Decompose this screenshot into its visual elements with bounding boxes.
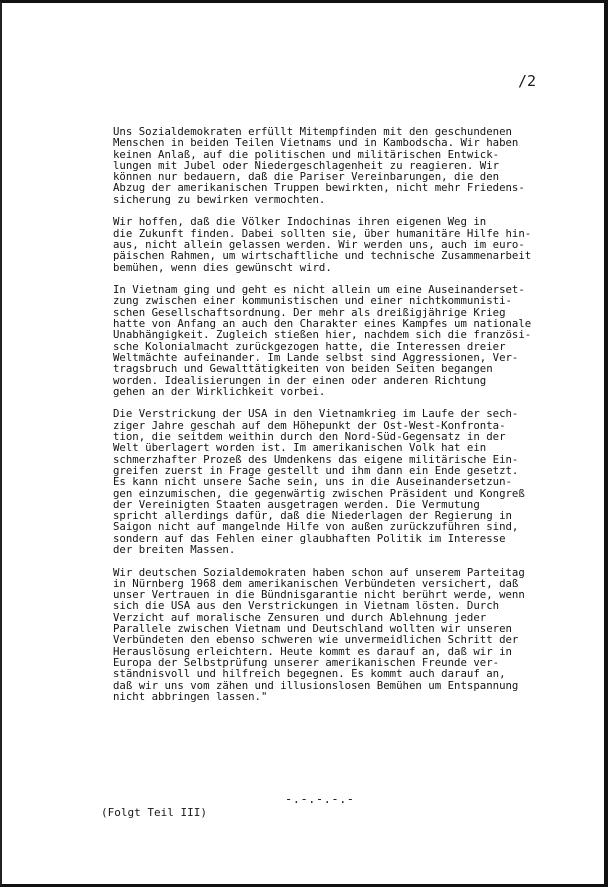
section-divider: -.-.-.-.- xyxy=(285,792,355,806)
document-body-text: Uns Sozialdemokraten erfüllt Mitempfinden mit den geschundenen Menschen in beiden Teilen Vietnams und in Kambodscha. Wir haben keinen Anlaß, auf die politischen und militärischen Entwick- lungen mit Jubel oder Niedergeschlagenheit zu reagieren. Wir können nur bedauern, daß die Pariser Vereinbarungen, die den Abzug der amerikanischen Truppen bewirkten, nicht mehr Friedens- sicherung zu bewirken vermochten. Wir hoffen, daß die Völker Indochinas ihren eigenen Weg in die Zukunft finden. Dabei sollten sie, über humanitäre Hilfe hin- aus, nicht allein gelassen werden. Wir werden uns, auch im euro- päischen Rahmen, um wirtschaftliche und technische Zusammenarbeit bemühen, wenn dies gewünscht wird. In Vietnam ging und geht es nicht allein um eine Auseinanderset- zung zwischen einer kommunistischen und einer nichtkommunisti- schen Gesellschaftsordnung. Der mehr als dreißigjährige Krieg hatte von Anfang an auch den Charakter eines Kampfes um nationale Unabhängigkeit. Zugleich stießen hier, nachdem sich die französi- sche Kolonialmacht zurückgezogen hatte, die Interessen dreier Weltmächte aufeinander. Im Lande selbst sind Aggressionen, Ver- tragsbruch und Gewalttätigkeiten von beiden Seiten begangen worden. Idealisierungen in der einen oder anderen Richtung gehen an der Wirklichkeit vorbei. Die Verstrickung der USA in den Vietnamkrieg im Laufe der sech- ziger Jahre geschah auf dem Höhepunkt der Ost-West-Konfronta- tion, die seitdem weithin durch den Nord-Süd-Gegensatz in der Welt überlagert worden ist. Im amerikanischen Volk hat ein schmerzhafter Prozeß des Umdenkens das eigene militärische Ein- greifen zuerst in Frage gestellt und ihm dann ein Ende gesetzt. Es kann nicht unsere Sache sein, uns in die Auseinandersetzun- gen einzumischen, die gegenwärtig zwischen Präsident und Kongreß der Vereinigten Staaten ausgetragen werden. Die Vermutung spricht allerdings dafür, daß die Niederlagen der Regierung in Saigon nicht auf mangelnde Hilfe von außen zurückzuführen sind, sondern auf das Fehlen einer glaubhaften Politik im Interesse der breiten Massen. Wir deutschen Sozialdemokraten haben schon auf unserem Parteitag in Nürnberg 1968 dem amerikanischen Verbündeten versichert, daß unser Vertrauen in die Bündnisgarantie nicht berührt werde, wenn sich die USA aus den Verstrickungen in Vietnam lösten. Durch Verzicht auf moralische Zensuren und durch Ablehnung jeder Parallele zwischen Vietnam und Deutschland wollten wir unseren Verbündeten den ebenso schweren wie unvermeidlichen Schritt der Herauslösung erleichtern. Heute kommt es darauf an, daß wir in Europa der Selbstprüfung unserer amerikanischen Freunde ver- ständnisvoll und hilfreich begegnen. Es kommt auch darauf an, daß wir uns vom zähen und illusionslosen Bemühen um Entspannung nicht abbringen lassen." xyxy=(113,125,532,703)
page-number: /2 xyxy=(518,72,537,90)
continuation-note: (Folgt Teil III) xyxy=(101,806,207,819)
